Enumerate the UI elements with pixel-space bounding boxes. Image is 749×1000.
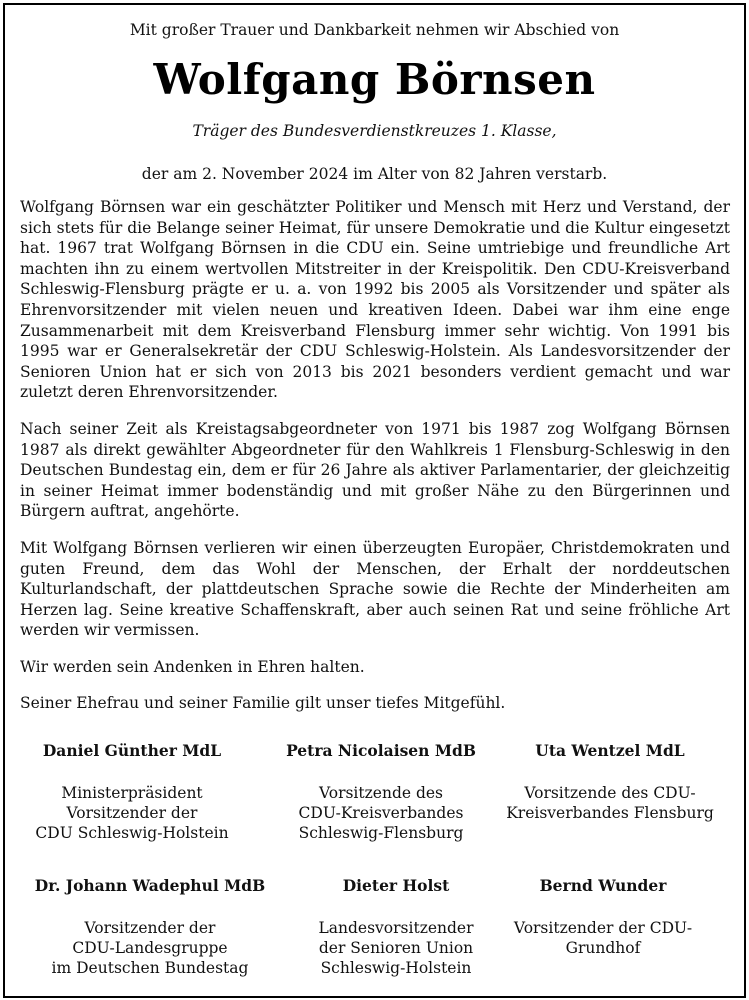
signatory-name: Daniel Günther MdL — [42, 741, 222, 760]
signatory-name: Dieter Holst — [342, 876, 450, 895]
signatory-role: Vorsitzende des CDU- Kreisverbandes Flensburg — [506, 784, 714, 822]
signatory-role: Vorsitzender der CDU-Landesgruppe im Deutschen Bundestag — [51, 919, 249, 977]
paragraph: Nach seiner Zeit als Kreistagsabgeordneter von 1971 bis 1987 zog Wolfgang Börnsen 1987 als direkt gewählter Abgeordneter für den Wahlkreis 1 Flensburg-Schleswig in den Deutschen Bundestag ein, dem er für 26 Jahre als aktiver Parlamentarier, der gleichzeitig in seiner Heimat immer bodenständig und mit großer Nähe zu den Bürgerinnen und Bürgern auftrat, angehörte. — [20, 419, 730, 521]
paragraph: Wolfgang Börnsen war ein geschätzter Politiker und Mensch mit Herz und Verstand, der sich stets für die Belange seiner Heimat, für unsere Demokratie und die Kultur eingesetzt hat. 1967 trat Wolfgang Börnsen in die CDU ein. Seine umtriebige und freundliche Art machten ihn zu einem wertvollen Mitstreiter in der Kreispolitik. Den CDU-Kreisverband Schleswig-Flensburg prägte er u. a. von 1992 bis 2005 als Vorsitzender und später als Ehrenvorsitzender mit vielen neuen und kreativen Ideen. Dabei war ihm eine enge Zusammenarbeit mit dem Kreisverband Flensburg immer sehr wichtig. Von 1991 bis 1995 war er Generalsekretär der CDU Schleswig-Holstein. Als Landesvorsitzender der Senioren Union hat er sich von 2013 bis 2021 besonders verdient gemacht und war zuletzt deren Ehrenvorsitzender. — [20, 198, 730, 402]
signatory-name: Bernd Wunder — [539, 876, 667, 895]
signatory-name: Dr. Johann Wadephul MdB — [34, 876, 266, 895]
paragraph: Mit Wolfgang Börnsen verlieren wir einen überzeugten Europäer, Christdemokraten und guten Freund, dem das Wohl der Menschen, der Erhalt der norddeutschen Kulturlandschaft, der plattdeutschen Sprache sowie die Rechte der Minderheiten am Herzen lag. Seine kreative Schaffenskraft, aber auch seinen Rat und seine fröhliche Art werden wir vermissen. — [20, 538, 730, 640]
obituary-notice — [3, 3, 746, 998]
intro-line: Mit großer Trauer und Dankbarkeit nehmen wir Abschied von — [129, 21, 620, 39]
signatory-block — [291, 876, 501, 978]
signatory-block — [17, 741, 247, 843]
deceased-name: Wolfgang Börnsen — [153, 55, 596, 104]
signatory-block — [271, 741, 491, 843]
signatory-role: Landesvorsitzender der Senioren Union Schleswig-Holstein — [318, 919, 474, 977]
signatory-role: Vorsitzender der CDU- Grundhof — [513, 919, 693, 957]
signatory-role: Ministerpräsident Vorsitzender der CDU Schleswig-Holstein — [35, 784, 229, 842]
signatory-block — [15, 876, 285, 978]
signatory-name: Uta Wentzel MdL — [535, 741, 685, 760]
signatory-block — [495, 741, 725, 823]
signatory-block — [493, 876, 713, 958]
honor-line: Träger des Bundesverdienstkreuzes 1. Klasse, — [192, 122, 557, 140]
obituary-text — [20, 197, 730, 714]
signatory-name: Petra Nicolaisen MdB — [286, 741, 476, 760]
paragraph: Wir werden sein Andenken in Ehren halten. — [20, 657, 365, 676]
paragraph: Seiner Ehefrau und seiner Familie gilt unser tiefes Mitgefühl. — [20, 694, 506, 713]
death-line: der am 2. November 2024 im Alter von 82 Jahren verstarb. — [141, 165, 608, 183]
signatory-role: Vorsitzende des CDU-Kreisverbandes Schleswig-Flensburg — [298, 784, 464, 842]
